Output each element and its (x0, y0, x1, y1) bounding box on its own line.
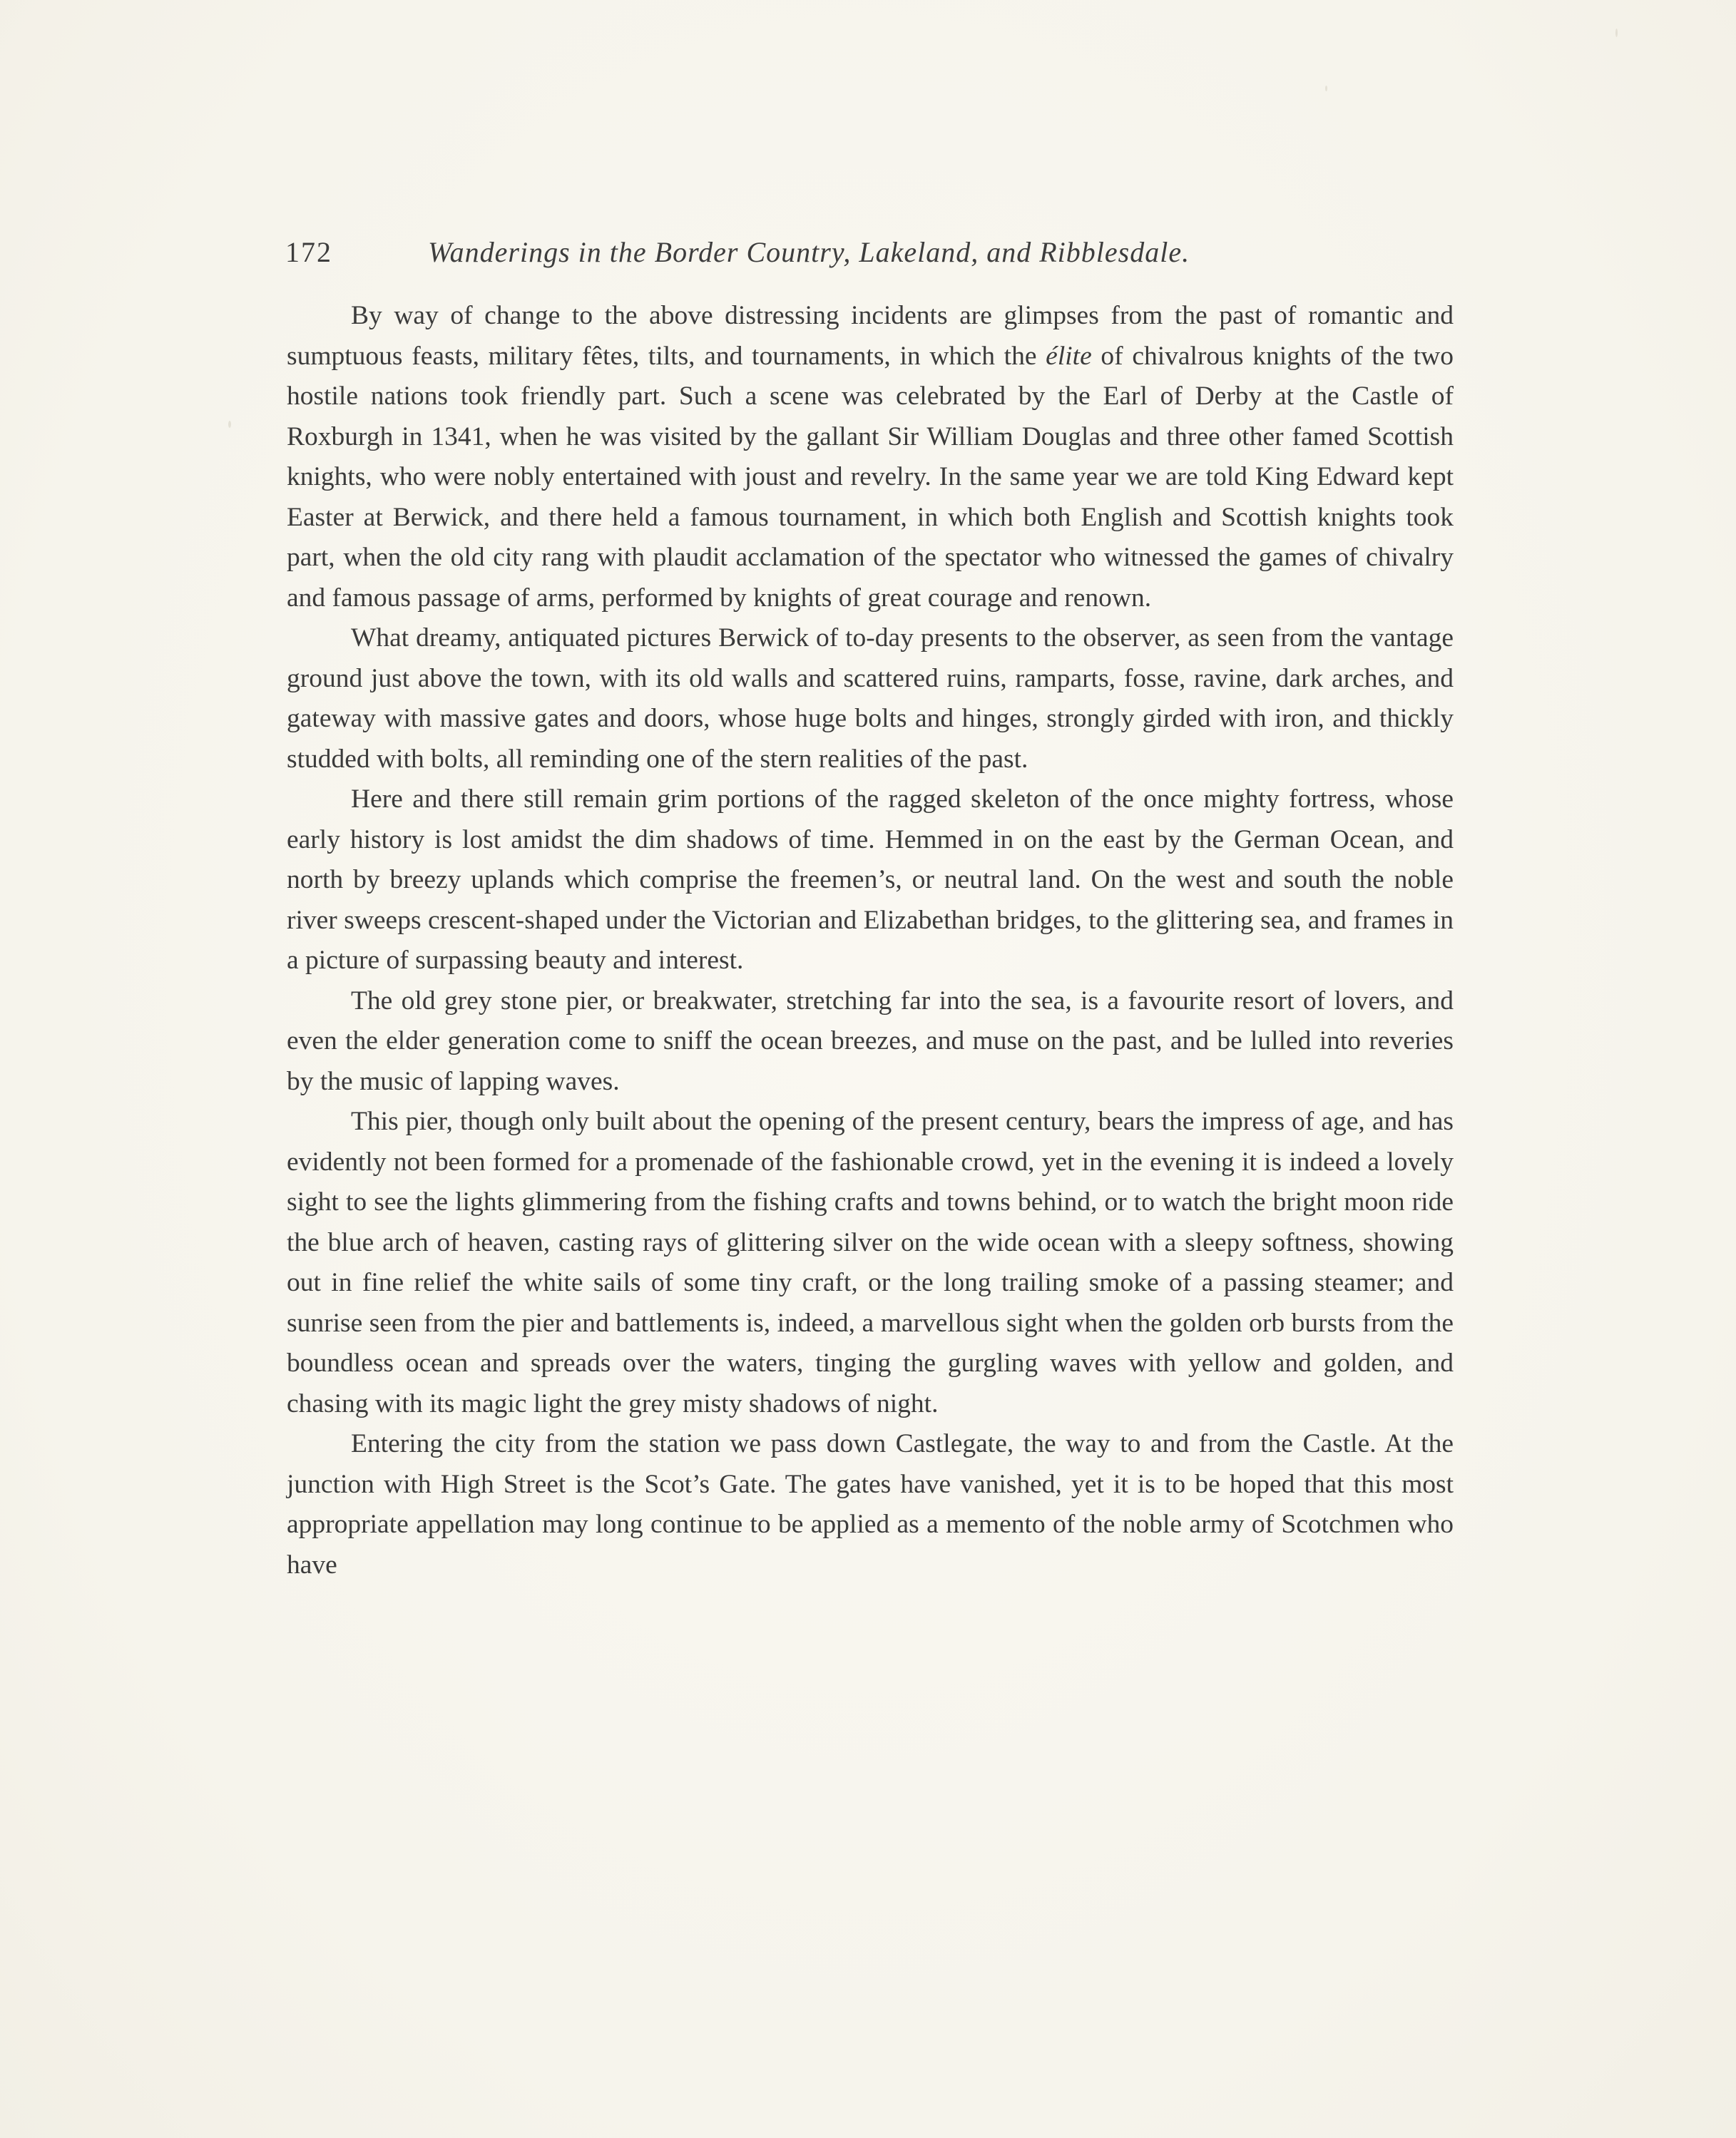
page-header (285, 235, 1455, 278)
italic-word: élite (1046, 341, 1092, 371)
paragraph-6: Entering the city from the station we pass down Castlegate, the way to and from the Castle. At the junction with High Street is the Scot’s Gate. The gates have vanished, yet it is to be hoped that this most appropriate appellation may long continue to be applied as a memento of the noble army of Scotchmen who have (287, 1429, 1454, 1580)
paragraph-1-text-start: By way of change to the above distressing incidents are glimpses from the past of romantic and sumptuous feasts, military fêtes, tilts, and tournaments, in which the (287, 301, 1454, 371)
paragraph-2: What dreamy, antiquated pictures Berwick of to-day presents to the observer, as seen from the vantage ground just above the town, with its old walls and scattered ruins, ramparts, fosse, ravine, dark arches, and gateway with massive gates and doors, whose huge bolts and hinges, strongly girded with iron, and thickly studded with bolts, all reminding one of the stern realities of the past. (287, 623, 1454, 774)
page-number: 172 (285, 236, 332, 268)
paragraph-3: Here and there still remain grim portions of the ragged skeleton of the once mighty fortress, whose early history is lost amidst the dim shadows of time. Hemmed in on the east by the German Ocean, and north by breezy uplands which comprise the freemen’s, or neutral land. On the west and south the noble river sweeps crescent-shaped under the Victorian and Elizabethan bridges, to the glittering sea, and frames in a picture of surpassing beauty and interest. (287, 784, 1454, 975)
paper-speck (1325, 86, 1327, 91)
paragraph-5: This pier, though only built about the opening of the present century, bears the impress of age, and has evidently not been formed for a promenade of the fashionable crowd, yet in the evening it is indeed a lovely sight to see the lights glimmering from the fishing crafts and towns behind, or to watch the bright moon ride the blue arch of heaven, casting rays of glittering silver on the wide ocean with a sleepy softness, showing out in fine relief the white sails of some tiny craft, or the long trailing smoke of a passing steamer; and sunrise seen from the pier and battlements is, indeed, a marvellous sight when the golden orb bursts from the boundless ocean and spreads over the waters, tinging the gurgling waves with yellow and golden, and chasing with its magic light the grey misty shadows of night. (287, 1107, 1454, 1418)
paper-speck (228, 421, 231, 428)
body-text (287, 296, 1454, 1585)
paragraph-1-text-end: of chivalrous knights of the two hostile nations took friendly part. Such a scene was celebrated by the Earl of Derby at the Castle of Roxburgh in 1341, when he was visited by the gallant Sir William Douglas and three other famed Scottish knights, who were nobly entertained with joust and revelry. In the same year we are told King Edward kept Easter at Berwick, and there held a famous tournament, in which both English and Scottish knights took part, when the old city rang with plaudit acclamation of the spectator who witnessed the games of chivalry and famous passage of arms, performed by knights of great courage and renown. (287, 341, 1454, 613)
paragraph-4: The old grey stone pier, or breakwater, stretching far into the sea, is a favourite resort of lovers, and even the elder generation come to sniff the ocean breezes, and muse on the past, and be lulled into reveries by the music of lapping waves. (287, 986, 1454, 1096)
paper-speck (1615, 29, 1618, 37)
paragraph-1 (287, 296, 1454, 618)
running-title: Wanderings in the Border Country, Lakeland, and Ribblesdale. (428, 236, 1190, 268)
